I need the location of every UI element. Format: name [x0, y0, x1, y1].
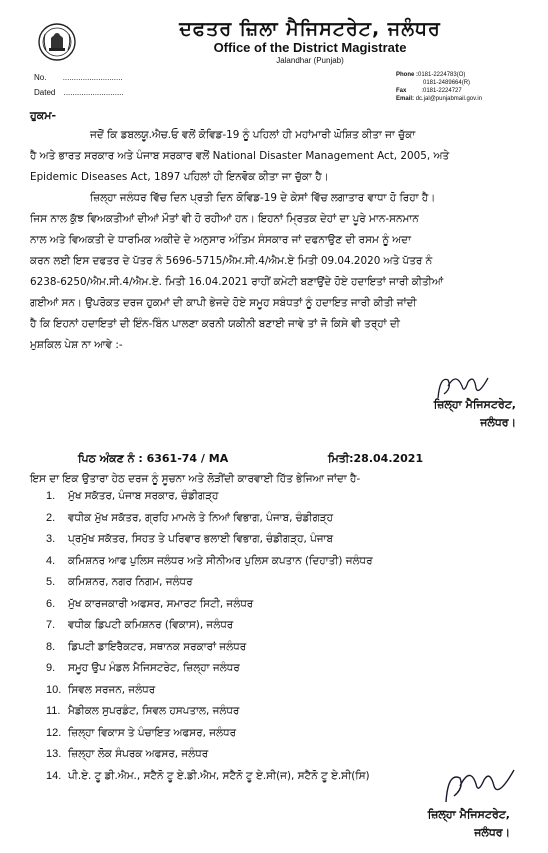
- recipient-number: 1.: [46, 490, 56, 502]
- signatory-place-2: ਜਲੰਧਰ।: [474, 826, 510, 839]
- recipient-text: ਕਮਿਸ਼ਨਰ ਆਫ ਪੁਲਿਸ ਜਲੰਧਰ ਅਤੇ ਸੀਨੀਅਰ ਪੁਲਿਸ ਕਪਤਾਨ (ਦਿਹਾਤੀ) ਜਲੰਧਰ: [68, 554, 373, 567]
- recipient-text: ਜ਼ਿਲ੍ਹਾ ਲੋਕ ਸੰਪਰਕ ਅਫਸਰ, ਜਲੰਧਰ: [68, 748, 209, 760]
- recipient-text: ਮੁੱਖ ਕਾਰਜਕਾਰੀ ਅਫਸਰ, ਸਮਾਰਟ ਸਿਟੀ, ਜਲੰਧਰ: [68, 597, 254, 610]
- order-line: ਹੈ ਅਤੇ ਭਾਰਤ ਸਰਕਾਰ ਅਤੇ ਪੰਜਾਬ ਸਰਕਾਰ ਵਲੋਂ National Disaster Management Act, 2005, ਅਤੇ: [30, 150, 450, 162]
- recipient-text: ਮੈਡੀਕਲ ਸੁਪਰਡੰਟ, ਸਿਵਲ ਹਸਪਤਾਲ, ਜਲੰਧਰ: [68, 705, 240, 717]
- order-line: ਨਾਲ ਅਤੇ ਵਿਅਕਤੀ ਦੇ ਧਾਰਮਿਕ ਅਕੀਦੇ ਦੇ ਅਨੁਸਾਰ ਅੰਤਿਮ ਸੰਸਕਾਰ ਜਾਂ ਦਫਨਾਉਣ ਦੀ ਰਸਮ ਨੂੰ ਅਦਾ: [30, 234, 412, 246]
- order-line: ਗਈਆਂ ਸਨ। ਉਪਰੋਕਤ ਦਰਜ ਹੁਕਮਾਂ ਦੀ ਕਾਪੀ ਭੇਜਦੇ ਹੋਏ ਸਮੂਹ ਸਬੰਧਤਾਂ ਨੂੰ ਹਦਾਇਤ ਜਾਰੀ ਕੀਤੀ ਜਾਂਦੀ: [30, 297, 417, 309]
- recipient-item: [46, 512, 373, 534]
- order-line: ਜ਼ਿਲ੍ਹਾ ਜਲੰਧਰ ਵਿੱਚ ਦਿਨ ਪ੍ਰਤੀ ਦਿਨ ਕੋਵਿਡ-19 ਦੇ ਕੇਸਾਂ ਵਿੱਚ ਲਗਾਤਾਰ ਵਾਧਾ ਹੋ ਰਿਹਾ ਹੈ।: [90, 192, 436, 204]
- signatory-block-1: [370, 396, 516, 432]
- order-line: ਹੈ ਕਿ ਇਹਨਾਂ ਹਦਾਇਤਾਂ ਦੀ ਇੰਨ-ਬਿੰਨ ਪਾਲਣਾ ਕਰਨੀ ਯਕੀਨੀ ਬਣਾਈ ਜਾਵੇ ਤਾਂ ਜੋ ਕਿਸੇ ਵੀ ਤਰ੍ਹਾਂ ਦੀ: [30, 318, 400, 330]
- office-city: Jalandhar (Punjab): [276, 56, 344, 65]
- recipient-number: 12.: [46, 726, 62, 739]
- recipient-item: [46, 641, 373, 663]
- phone-label: Phone :: [396, 72, 418, 78]
- endorsement-number: ਪਿਠ ਅੰਕਣ ਨੰ : 6361-74 / MA: [78, 452, 229, 465]
- recipient-text: ਪ੍ਰਮੁੱਖ ਸਕੱਤਰ, ਸਿਹਤ ਤੇ ਪਰਿਵਾਰ ਭਲਾਈ ਵਿਭਾਗ, ਚੰਡੀਗੜ੍ਹ, ਪੰਜਾਬ: [68, 533, 334, 545]
- office-title-punjabi: ਦਫਤਰ ਜ਼ਿਲਾ ਮੈਜਿਸਟਰੇਟ, ਜਲੰਧਰ: [179, 18, 441, 40]
- recipient-text: ਜ਼ਿਲ੍ਹਾ ਵਿਕਾਸ ਤੇ ਪੰਚਾਇਤ ਅਫਸਰ, ਜਲੰਧਰ: [68, 726, 237, 739]
- reference-no-value: ...........................: [62, 73, 123, 82]
- recipient-item: [46, 662, 373, 684]
- recipient-number: 8.: [46, 640, 56, 653]
- signatory-designation-1: ਜ਼ਿਲ੍ਹਾ ਮੈਜਿਸਟਰੇਟ,: [433, 398, 516, 411]
- endorsement-row: [78, 452, 518, 470]
- order-line: ਜਦੋਂ ਕਿ ਡਬਲਯੂ.ਐਚ.ਓ ਵਲੋਂ ਕੋਵਿਡ-19 ਨੂੰ ਪਹਿਲਾਂ ਹੀ ਮਹਾਂਮਾਰੀ ਘੋਸ਼ਿਤ ਕੀਤਾ ਜਾ ਚੁੱਕਾ: [90, 129, 416, 141]
- order-line: 6238-6250/ਐਮ.ਸੀ.4/ਐਮ.ਏ. ਮਿਤੀ 16.04.2021 ਰਾਹੀਂ ਕਮੇਟੀ ਬਣਾਉਂਦੇ ਹੋਏ ਹਦਾਇਤਾਂ ਜਾਰੀ ਕੀਤੀਆਂ: [30, 276, 444, 288]
- recipient-text: ਪੀ.ਏ. ਟੂ ਡੀ.ਐਮ., ਸਟੈਨੋ ਟੂ ਏ.ਡੀ.ਐਮ, ਸਟੈਨੋ ਟੂ ਏ.ਸੀ(ਜ), ਸਟੈਨੋ ਟੂ ਏ.ਸੀ(ਸਿ): [68, 769, 370, 782]
- recipient-number: 3.: [46, 533, 56, 545]
- recipient-item: [46, 490, 373, 512]
- phone-2: 0181-2489664(R): [423, 80, 471, 86]
- recipient-item: [46, 555, 373, 577]
- recipient-number: 4.: [46, 554, 56, 567]
- recipient-number: 7.: [46, 619, 56, 631]
- order-line: Epidemic Diseases Act, 1897 ਪਹਿਲਾਂ ਹੀ ਇਨਵੋਕ ਕੀਤਾ ਜਾ ਚੁੱਕਾ ਹੈ।: [30, 171, 329, 183]
- recipient-list: [46, 490, 373, 791]
- reference-no-row: [34, 73, 123, 82]
- recipient-item: [46, 770, 373, 792]
- email-address: dc.jal@punjabmail.gov.in: [415, 96, 483, 102]
- order-body: [30, 125, 516, 356]
- recipient-text: ਵਧੀਕ ਡਿਪਟੀ ਕਮਿਸ਼ਨਰ (ਵਿਕਾਸ), ਜਲੰਧਰ: [68, 619, 234, 631]
- recipient-number: 5.: [46, 576, 56, 588]
- recipient-text: ਵਧੀਕ ਮੁੱਖ ਸਕੱਤਰ, ਗ੍ਰਹਿ ਮਾਮਲੇ ਤੇ ਨਿਆਂ ਵਿਭਾਗ, ਪੰਜਾਬ, ਚੰਡੀਗੜ੍ਹ: [68, 511, 333, 524]
- recipient-number: 11.: [46, 705, 61, 717]
- recipient-text: ਕਮਿਸ਼ਨਰ, ਨਗਰ ਨਿਗਮ, ਜਲੰਧਰ: [68, 576, 193, 588]
- dated-value: ...........................: [63, 88, 124, 97]
- recipient-item: [46, 748, 373, 770]
- reference-no-label: No.: [34, 73, 47, 82]
- state-emblem-icon: [37, 22, 77, 62]
- recipient-number: 14.: [46, 769, 62, 782]
- recipient-number: 13.: [46, 748, 62, 760]
- fax-number: :0181-2224727: [421, 88, 462, 94]
- recipient-number: 6.: [46, 597, 56, 610]
- fax-label: Fax: [396, 88, 407, 94]
- recipient-number: 9.: [46, 662, 56, 674]
- recipient-item: [46, 533, 373, 555]
- signatory-place-1: ਜਲੰਧਰ।: [480, 416, 516, 429]
- endorsement-date: ਮਿਤੀ:28.04.2021: [328, 452, 424, 465]
- dated-row: [34, 88, 124, 97]
- recipient-item: [46, 727, 373, 749]
- recipient-item: [46, 619, 373, 641]
- signatory-designation-2: ਜ਼ਿਲ੍ਹਾ ਮੈਜਿਸਟਰੇਟ,: [427, 808, 510, 821]
- order-line: ਮੁਸ਼ਕਿਲ ਪੇਸ਼ ਨਾ ਆਵੇ :-: [30, 339, 123, 351]
- recipient-number: 2.: [46, 511, 56, 524]
- recipient-text: ਸਮੂਹ ਉਪ ਮੰਡਲ ਮੈਜਿਸਟਰੇਟ, ਜ਼ਿਲ੍ਹਾ ਜਲੰਧਰ: [68, 662, 240, 674]
- recipient-item: [46, 684, 373, 706]
- recipient-text: ਮੁੱਖ ਸਕੱਤਰ, ਪੰਜਾਬ ਸਰਕਾਰ, ਚੰਡੀਗੜ੍ਹ: [68, 490, 219, 502]
- recipient-number: 10.: [46, 683, 62, 696]
- recipient-text: ਡਿਪਟੀ ਡਾਇਰੈਕਟਰ, ਸਥਾਨਕ ਸਰਕਾਰਾਂ ਜਲੰਧਰ: [68, 640, 247, 653]
- order-heading: ਹੁਕਮ-: [30, 109, 57, 122]
- order-line: ਕਰਨ ਲਈ ਇਸ ਦਫਤਰ ਦੇ ਪੱਤਰ ਨੰ 5696-5715/ਐਮ.ਸੀ.4/ਐਮ.ਏ ਮਿਤੀ 09.04.2020 ਅਤੇ ਪੱਤਰ ਨੰ: [30, 255, 433, 267]
- contact-block: [396, 71, 546, 103]
- endorsement-intro: ਇਸ ਦਾ ਇਕ ਉਤਾਰਾ ਹੇਠ ਦਰਜ ਨੂੰ ਸੂਚਨਾ ਅਤੇ ਲੋੜੀਂਦੀ ਕਾਰਵਾਈ ਹਿੱਤ ਭੇਜਿਆ ਜਾਂਦਾ ਹੈ-: [30, 473, 361, 485]
- recipient-text: ਸਿਵਲ ਸਰਜਨ, ਜਲੰਧਰ: [68, 683, 156, 696]
- recipient-item: [46, 576, 373, 598]
- phone-1: 0181-2224783(O): [418, 72, 466, 78]
- dated-label: Dated: [34, 88, 56, 97]
- recipient-item: [46, 705, 373, 727]
- recipient-item: [46, 598, 373, 620]
- signatory-block-2: [370, 806, 510, 842]
- email-label: Email:: [396, 96, 415, 102]
- order-line: ਜਿਸ ਨਾਲ ਕੁੱਝ ਵਿਅਕਤੀਆਂ ਦੀਆਂ ਮੌਤਾਂ ਵੀ ਹੋ ਰਹੀਆਂ ਹਨ। ਇਹਨਾਂ ਮ੍ਰਿਤਕ ਦੇਹਾਂ ਦਾ ਪੂਰੇ ਮਾਨ-ਸਨਮਾਨ: [30, 213, 419, 225]
- office-title-english: Office of the District Magistrate: [213, 40, 407, 55]
